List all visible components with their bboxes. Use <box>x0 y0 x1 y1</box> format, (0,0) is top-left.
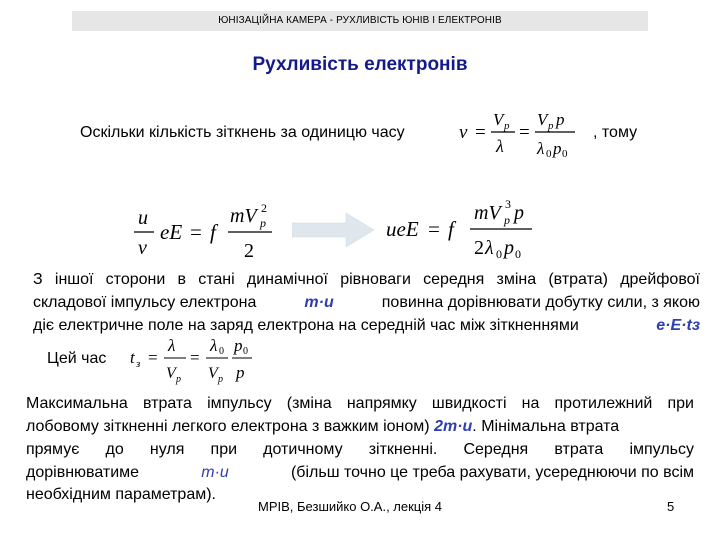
paragraph-2-line-4 <box>26 461 694 484</box>
formula-collision-time <box>128 330 268 390</box>
svg-text:f: f <box>448 217 454 241</box>
svg-text:p: p <box>514 202 524 224</box>
max-loss-term: 2m·u <box>434 418 473 435</box>
svg-text:p: p <box>218 374 223 385</box>
svg-text:=: = <box>519 122 530 143</box>
header-bar <box>72 11 648 31</box>
svg-text:λ: λ <box>168 336 176 355</box>
svg-text:з: з <box>136 358 141 370</box>
svg-text:λ: λ <box>537 139 545 158</box>
paragraph-1-line-2-start: складової імпульсу електрона <box>33 294 257 311</box>
svg-text:0: 0 <box>515 247 521 261</box>
page-number: 5 <box>667 499 675 514</box>
svg-text:0: 0 <box>243 346 248 357</box>
svg-text:p: p <box>548 120 554 132</box>
paragraph-2-line-5: необхідним параметрам). <box>26 486 216 503</box>
svg-text:p: p <box>176 374 181 385</box>
svg-text:0: 0 <box>496 247 502 261</box>
therefore-text: , тому <box>593 124 638 141</box>
paragraph-2-line-4-start: дорівнюватиме <box>26 464 140 481</box>
svg-text:2: 2 <box>474 237 484 259</box>
svg-text:=: = <box>475 122 486 143</box>
svg-text:u: u <box>138 207 148 229</box>
svg-text:=: = <box>148 348 158 367</box>
svg-text:λ: λ <box>210 336 218 355</box>
force-time-term: e·E·tз <box>656 317 700 334</box>
formula-energy-balance-left <box>132 196 292 264</box>
svg-text:p: p <box>553 139 562 158</box>
paragraph-1-line-3-text: діє електричне поле на заряд електрона на середній час між зіткненнями <box>33 317 579 334</box>
header-title: ЮНІЗАЦІЙНА КАМЕРА - РУХЛИВІСТЬ ЮНІВ І ЕЛЕКТРОНІВ <box>218 15 502 26</box>
svg-text:f: f <box>210 220 216 244</box>
formula-energy-balance-right <box>384 190 554 264</box>
svg-text:p: p <box>504 237 514 259</box>
formula-collision-frequency <box>457 100 587 162</box>
svg-text:3: 3 <box>505 197 511 211</box>
collisions-intro-text: Оскільки кількість зіткнень за одиницю часу <box>80 124 405 141</box>
paragraph-2-line-4-end: (більш точно це треба рахувати, усереднюючи по всім <box>290 464 694 481</box>
svg-text:2: 2 <box>261 201 267 215</box>
svg-text:0: 0 <box>546 148 552 160</box>
paragraph-2-line-2-start: лобовому зіткненні легкого електрона з важким іоном) <box>26 418 430 435</box>
svg-text:=: = <box>190 348 200 367</box>
svg-text:p: p <box>236 363 245 382</box>
svg-text:2: 2 <box>244 240 254 262</box>
time-label: Цей час <box>47 350 107 367</box>
paragraph-2-line-1: Максимальна втрата імпульсу (зміна напрямку швидкості на протилежний при <box>26 395 694 412</box>
paragraph-2-line-3: прямує до нуля при дотичному зіткненні. Середня втрата імпульсу <box>26 441 694 458</box>
svg-text:V: V <box>537 110 548 129</box>
svg-text:p: p <box>260 216 266 230</box>
momentum-mu-term: m·u <box>304 294 334 311</box>
svg-text:eE: eE <box>160 220 183 244</box>
paragraph-1-line-2 <box>33 291 700 314</box>
paragraph-2-line-2-end: . Мінімальна втрата <box>472 418 620 435</box>
svg-text:ν: ν <box>138 237 147 259</box>
svg-text:=: = <box>190 220 202 244</box>
svg-text:p: p <box>504 120 510 132</box>
svg-text:0: 0 <box>219 346 224 357</box>
svg-text:=: = <box>428 217 440 241</box>
paragraph-1-line-2-end: повинна дорівнювати добутку сили, з якою <box>381 294 700 311</box>
svg-text:ν: ν <box>459 122 468 143</box>
paragraph-2-line-2 <box>26 415 694 438</box>
svg-text:t: t <box>130 348 135 367</box>
svg-text:mV: mV <box>474 202 501 224</box>
svg-text:V: V <box>493 110 504 129</box>
svg-text:0: 0 <box>562 148 568 160</box>
svg-text:V: V <box>166 365 176 382</box>
footer-author: МРІВ, Безшийко О.А., лекція 4 <box>258 499 443 514</box>
paragraph-1-line-1: З іншої сторони в стані динамічної рівноваги середня зміна (втрата) дрейфової <box>33 271 700 288</box>
svg-text:p: p <box>234 336 243 355</box>
svg-text:λ: λ <box>485 237 494 259</box>
average-loss-term: m·u <box>201 464 229 481</box>
svg-text:λ: λ <box>496 136 504 156</box>
svg-text:ueE: ueE <box>386 217 419 241</box>
svg-text:V: V <box>208 365 218 382</box>
svg-text:mV: mV <box>230 205 257 227</box>
svg-text:p: p <box>504 213 510 227</box>
slide-title: Рухливість електронів <box>252 54 468 75</box>
right-arrow-icon <box>292 211 378 249</box>
svg-text:p: p <box>556 110 565 129</box>
